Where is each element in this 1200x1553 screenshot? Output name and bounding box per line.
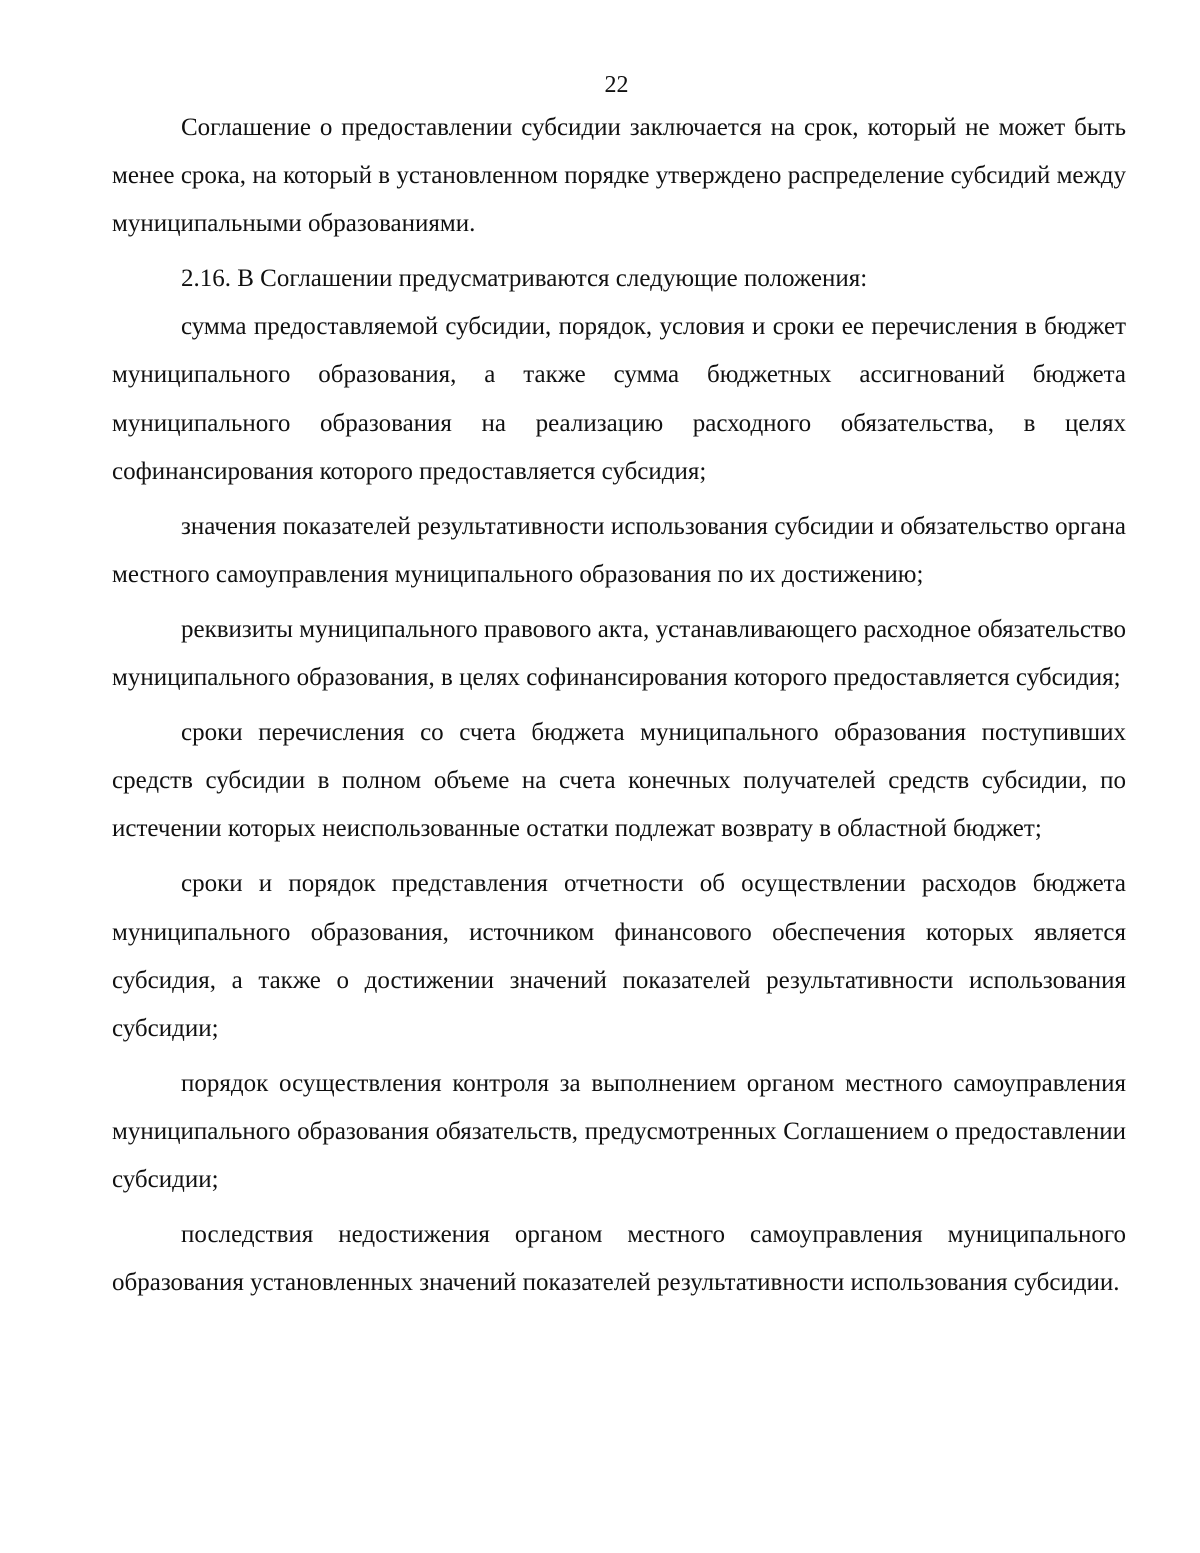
paragraph-consequences: последствия недостижения органом местного самоуправления муниципального образования установленных значений показателей результативности использования субсидии. xyxy=(112,1221,1126,1297)
paragraph-reporting-procedure: сроки и порядок представления отчетности об осуществлении расходов бюджета муниципального образования, источником финансового обеспечения которых является субсидия, а также о достижении значений показателей результативности использования субсидии; xyxy=(112,870,1126,1042)
paragraph-transfer-deadlines: сроки перечисления со счета бюджета муниципального образования поступивших средств субсидии в полном объеме на счета конечных получателей средств субсидии, по истечении которых неиспользованные остатки подлежат возврату в областной бюджет; xyxy=(112,719,1126,843)
paragraph-subsidy-amount: сумма предоставляемой субсидии, порядок, условия и сроки ее перечисления в бюджет муниципального образования, а также сумма бюджетных ассигнований бюджета муниципального образования на реализацию расходного обязательства, в целях софинансирования которого предоставляется субсидия; xyxy=(112,313,1126,485)
paragraph-agreement-term: Соглашение о предоставлении субсидии заключается на срок, который не может быть менее срока, на который в установленном порядке утверждено распределение субсидий между муниципальными образованиями. xyxy=(112,114,1126,238)
paragraph-section-2-16: 2.16. В Соглашении предусматриваются следующие положения: xyxy=(181,265,868,293)
paragraph-control-procedure: порядок осуществления контроля за выполнением органом местного самоуправления муниципального образования обязательств, предусмотренных Соглашением о предоставлении субсидии; xyxy=(112,1069,1126,1193)
document-body xyxy=(112,104,1126,1307)
page-number: 22 xyxy=(604,72,629,98)
paragraph-legal-act-details: реквизиты муниципального правового акта, устанавливающего расходное обязательство муниципального образования, в целях софинансирования которого предоставляется субсидия; xyxy=(112,615,1126,692)
paragraph-performance-indicators: значения показателей результативности использования субсидии и обязательство органа местного самоуправления муниципального образования по их достижению; xyxy=(112,512,1126,588)
